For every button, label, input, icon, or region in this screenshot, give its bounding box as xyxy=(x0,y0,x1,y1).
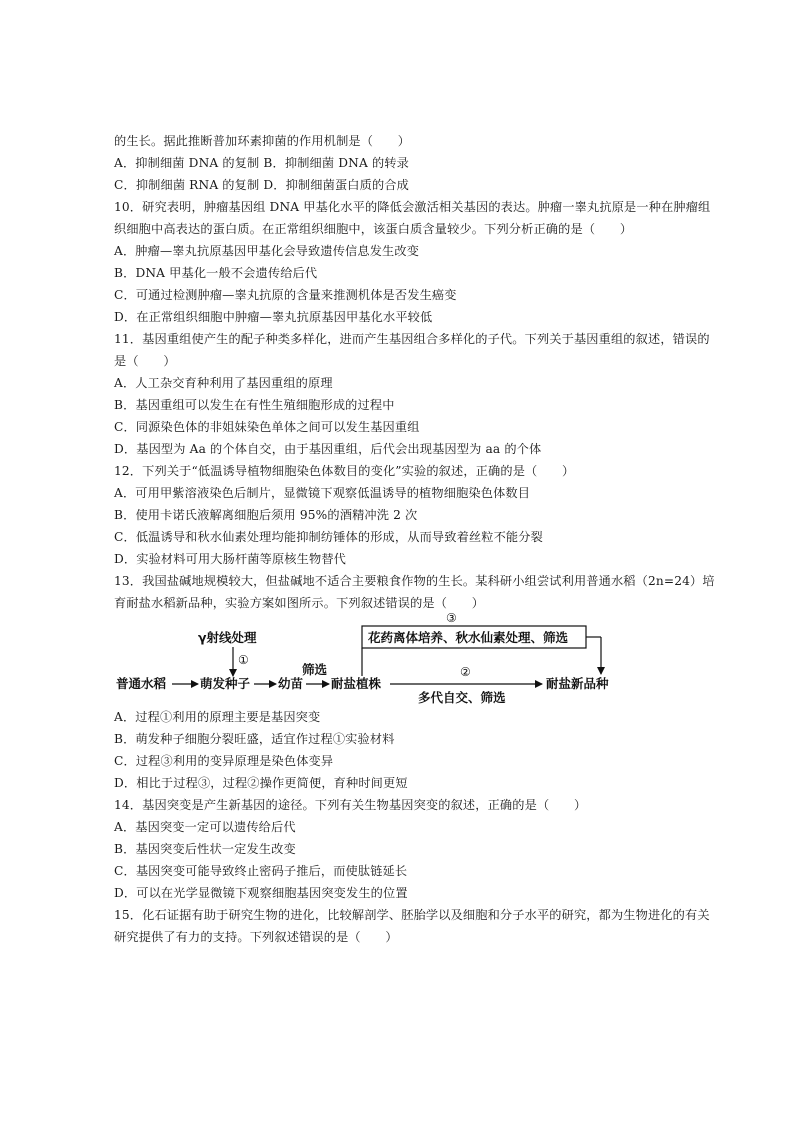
node-seedling: 幼苗 xyxy=(278,676,304,691)
option-line: A．可用甲紫溶液染色后制片，显微镜下观察低温诱导的植物细胞染色体数目 xyxy=(114,486,531,500)
option-line: B．使用卡诺氏液解离细胞后须用 95%的酒精冲洗 2 次 xyxy=(114,508,418,522)
gamma-label: γ射线处理 xyxy=(198,630,257,645)
text-line: 育耐盐水稻新品种，实验方案如图所示。下列叙述错误的是（ ） xyxy=(114,596,485,610)
step2-text: 多代自交、筛选 xyxy=(418,690,506,705)
question-12: 12．下列关于“低温诱导植物细胞染色体数目的变化”实验的叙述，正确的是（ ） xyxy=(114,464,575,478)
option-line: D．可以在光学显微镜下观察细胞基因突变发生的位置 xyxy=(114,886,408,900)
text-line: 织细胞中高表达的蛋白质。在正常组织细胞中，该蛋白质含量较少。下列分析正确的是（ ） xyxy=(114,222,633,236)
step1-label: ① xyxy=(238,653,249,667)
option-line: D．基因型为 Aa 的个体自交，由于基因重组，后代会出现基因型为 aa 的个体 xyxy=(114,442,542,456)
breeding-flow-diagram xyxy=(110,606,650,706)
text-line: 的生长。据此推断普加环素抑菌的作用机制是（ ） xyxy=(114,134,411,148)
node-new-variety: 耐盐新品种 xyxy=(546,676,609,691)
option-line: D．实验材料可用大肠杆菌等原核生物替代 xyxy=(114,552,346,566)
question-14: 14．基因突变是产生新基因的途径。下列有关生物基因突变的叙述，正确的是（ ） xyxy=(114,798,587,812)
option-line: C．抑制细菌 RNA 的复制 D．抑制细菌蛋白质的合成 xyxy=(114,178,409,192)
step2-label: ② xyxy=(460,665,471,679)
option-line: A．过程①利用的原理主要是基因突变 xyxy=(114,710,321,724)
option-line: B．萌发种子细胞分裂旺盛，适宜作过程①实验材料 xyxy=(114,732,395,746)
option-line: D．在正常组织细胞中肿瘤—睾丸抗原基因甲基化水平较低 xyxy=(114,310,433,324)
node-tolerant-plant: 耐盐植株 xyxy=(331,676,382,691)
question-10: 10．研究表明，肿瘤基因组 DNA 甲基化水平的降低会激活相关基因的表达。肿瘤一睾丸抗原是一种在肿瘤组 xyxy=(114,200,711,214)
option-line: A．抑制细菌 DNA 的复制 B．抑制细菌 DNA 的转录 xyxy=(114,156,409,170)
option-line: A．人工杂交育种利用了基因重组的原理 xyxy=(114,376,333,390)
step3-text: 花药离体培养、秋水仙素处理、筛选 xyxy=(368,630,569,645)
option-line: C．低温诱导和秋水仙素处理均能抑制纺锤体的形成，从而导致着丝粒不能分裂 xyxy=(114,530,543,544)
question-13: 13．我国盐碱地规模较大，但盐碱地不适合主要粮食作物的生长。某科研小组尝试利用普通水稻（2n=24）培 xyxy=(114,574,715,588)
option-line: A．肿瘤—睾丸抗原基因甲基化会导致遗传信息发生改变 xyxy=(114,244,420,258)
option-line: C．基因突变可能导致终止密码子推后，而使肽链延长 xyxy=(114,864,408,878)
text-line: 研究提供了有力的支持。下列叙述错误的是（ ） xyxy=(114,930,398,944)
screen-label: 筛选 xyxy=(302,662,328,677)
text-line: 是（ ） xyxy=(114,354,176,368)
option-line: C．过程③利用的变异原理是染色体变异 xyxy=(114,754,334,768)
option-line: B．基因重组可以发生在有性生殖细胞形成的过程中 xyxy=(114,398,395,412)
node-normal-rice: 普通水稻 xyxy=(116,676,167,691)
question-15: 15．化石证据有助于研究生物的进化，比较解剖学、胚胎学以及细胞和分子水平的研究，都为生物进化的有关 xyxy=(114,908,710,922)
option-line: A．基因突变一定可以遗传给后代 xyxy=(114,820,296,834)
question-11: 11．基因重组使产生的配子种类多样化，进而产生基因组合多样化的子代。下列关于基因重组的叙述，错误的 xyxy=(114,332,710,346)
step3-label: ③ xyxy=(446,611,457,625)
node-seed: 萌发种子 xyxy=(200,676,251,691)
option-line: D．相比于过程③，过程②操作更简便，育种时间更短 xyxy=(114,776,408,790)
option-line: C．可通过检测肿瘤—睾丸抗原的含量来推测机体是否发生癌变 xyxy=(114,288,457,302)
option-line: B．基因突变后性状一定发生改变 xyxy=(114,842,296,856)
option-line: C．同源染色体的非姐妹染色单体之间可以发生基因重组 xyxy=(114,420,420,434)
option-line: B．DNA 甲基化一般不会遗传给后代 xyxy=(114,266,318,280)
